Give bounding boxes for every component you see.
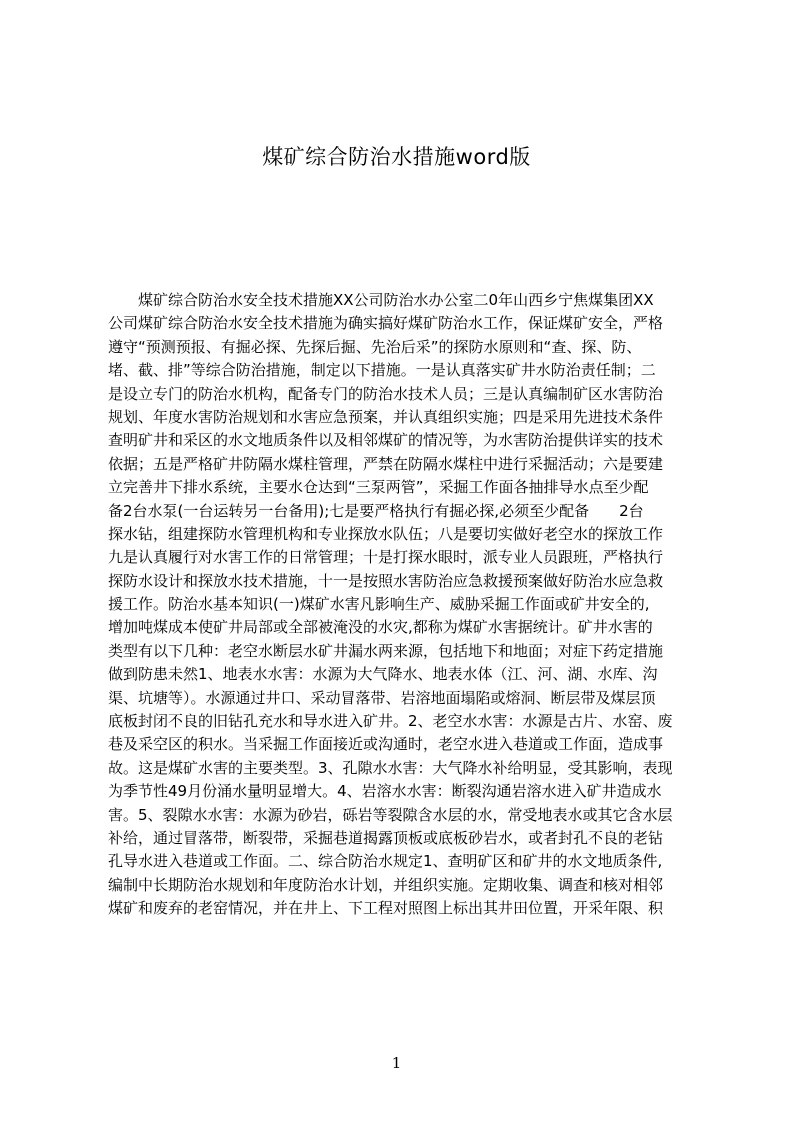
body-text-line: 补给，通过冒落带，断裂带，采掘巷道揭露顶板或底板砂岩水，或者封孔不良的老钻 bbox=[108, 828, 664, 847]
body-text-line: 查明矿井和采区的水文地质条件以及相邻煤矿的情况等，为水害防治提供详实的技术 bbox=[108, 431, 664, 450]
body-text-line: 备2台水泵(一台运转另一台备用);七是要严格执行有掘必探,必须至少配备 2台 bbox=[108, 501, 644, 520]
body-text-line: 是设立专门的防治水机构，配备专门的防治水技术人员；三是认真编制矿区水害防治 bbox=[108, 384, 664, 403]
body-text-line: 渠、坑塘等）。水源通过井口、采动冒落带、岩溶地面塌陷或熔洞、断层带及煤层顶 bbox=[108, 688, 656, 707]
body-text-line: 为季节性49月份涌水量明显增大。4、岩溶水水害：断裂沟通岩溶水进入矿井造成水 bbox=[108, 782, 662, 801]
body-text-line: 遵守“预测预报、有掘必探、先探后掘、先治后采”的探防水原则和“查、探、防、 bbox=[108, 337, 642, 356]
body-text-line: 九是认真履行对水害工作的日常管理；十是打探水眼时，派专业人员跟班，严格执行 bbox=[108, 548, 664, 567]
body-text-line: 增加吨煤成本使矿井局部或全部被淹没的水灾,都称为煤矿水害据统计。矿井水害的 bbox=[108, 618, 653, 637]
body-text-line: 依据；五是严格矿井防隔水煤柱管理，严禁在防隔水煤柱中进行采掘活动；六是要建 bbox=[108, 454, 664, 473]
body-text-line: 援工作。防治水基本知识(一)煤矿水害凡影响生产、威胁采掘工作面或矿井安全的, bbox=[108, 595, 650, 614]
body-text-line: 孔导水进入巷道或工作面。二、综合防治水规定1、查明矿区和矿井的水文地质条件, bbox=[108, 852, 663, 871]
body-text-line: 编制中长期防治水规划和年度防治水计划，并组织实施。定期收集、调查和核对相邻 bbox=[108, 875, 664, 894]
body-text-line: 底板封闭不良的旧钻孔充水和导水进入矿井。2、老空水水害：水源是古片、水窑、废 bbox=[108, 712, 673, 731]
body-text-line: 煤矿和废弃的老窑情况，并在井上、下工程对照图上标出其井田位置，开采年限、积 bbox=[108, 899, 664, 918]
body-text-line: 探水钻，组建探防水管理机构和专业探放水队伍；八是要切实做好老空水的探放工作 bbox=[108, 524, 664, 543]
body-text-line: 害。5、裂隙水水害：水源为砂岩，砾岩等裂隙含水层的水，常受地表水或其它含水层 bbox=[108, 805, 673, 824]
document-body bbox=[108, 289, 698, 918]
body-text-line: 巷及采空区的积水。当采掘工作面接近或沟通时，老空水进入巷道或工作面，造成事 bbox=[108, 735, 664, 754]
body-text-line: 探防水设计和探放水技术措施，十一是按照水害防治应急救援预案做好防治水应急救 bbox=[108, 571, 664, 590]
body-text-line: 立完善井下排水系统，主要水仓达到“三泵两管”，采掘工作面各抽排导水点至少配 bbox=[108, 478, 649, 497]
body-text-line: 规划、年度水害防治规划和水害应急预案，并认真组织实施；四是采用先进技术条件 bbox=[108, 407, 664, 426]
body-text-line: 堵、截、排”等综合防治措施，制定以下措施。一是认真落实矿井水防治责任制；二 bbox=[108, 361, 656, 380]
document-title: 煤矿综合防治水措施word版 bbox=[262, 145, 531, 169]
body-text-line: 公司煤矿综合防治水安全技术措施为确实搞好煤矿防治水工作，保证煤矿安全，严格 bbox=[108, 314, 664, 333]
body-text-line: 类型有以下几种：老空水断层水矿井漏水两来源，包括地下和地面；对症下药定措施 bbox=[108, 641, 664, 660]
body-text-line: 做到防患未然1、地表水水害：水源为大气降水、地表水体（江、河、湖、水库、沟 bbox=[108, 665, 658, 684]
body-text-line: 故。这是煤矿水害的主要类型。3、孔隙水水害：大气降水补给明显，受其影响，表现 bbox=[108, 758, 673, 777]
page-number: 1 bbox=[391, 1054, 402, 1072]
body-text-line: 煤矿综合防治水安全技术措施XX公司防治水办公室二0年山西乡宁焦煤集团XX bbox=[108, 291, 654, 309]
